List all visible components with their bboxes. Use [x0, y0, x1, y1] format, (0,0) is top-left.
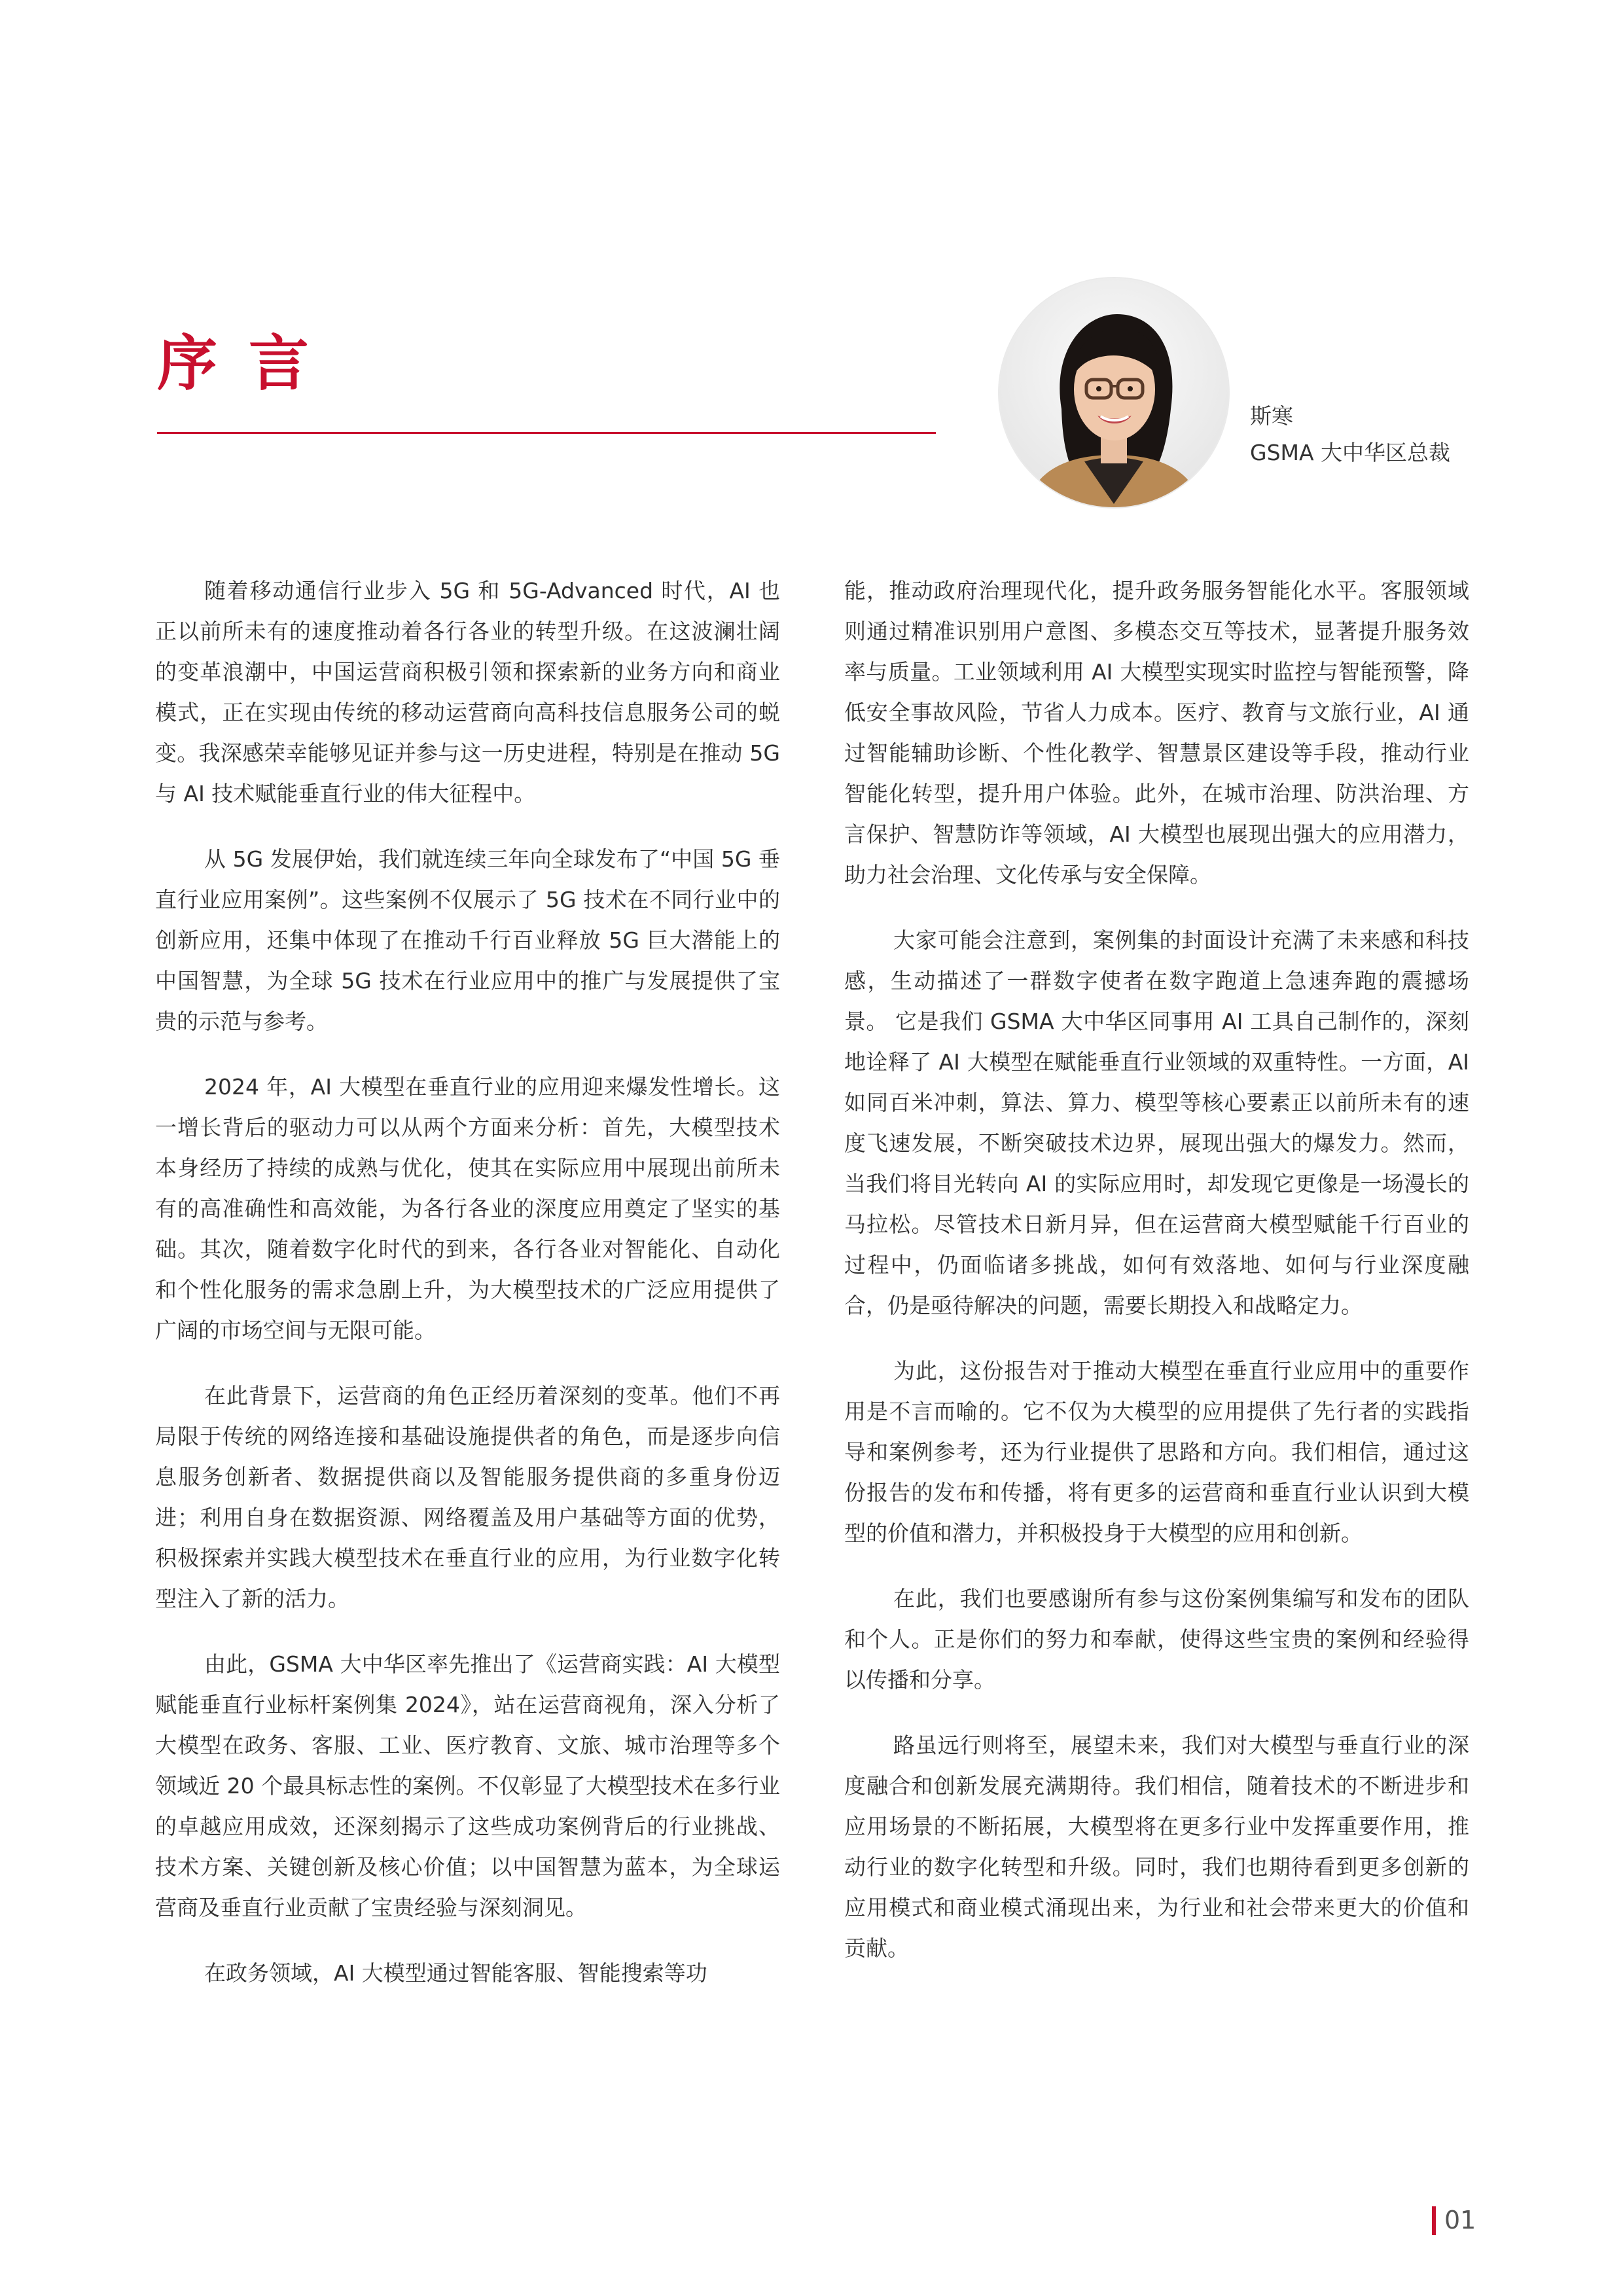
right-column: [844, 571, 1469, 1994]
page-number: [1430, 2206, 1476, 2234]
paragraph: 在此背景下，运营商的角色正经历着深刻的变革。他们不再局限于传统的网络连接和基础设施提供者的角色，而是逐步向信息服务创新者、数据提供商以及智能服务提供商的多重身份迈进；利用自身在数据资源、网络覆盖及用户基础等方面的优势，积极探索并实践大模型技术在垂直行业的应用，为行业数字化转型注入了新的活力。: [155, 1383, 780, 1611]
paragraph: 从 5G 发展伊始，我们就连续三年向全球发布了“中国 5G 垂直行业应用案例”。这些案例不仅展示了 5G 技术在不同行业中的创新应用，还集中体现了在推动千行百业释放 5G 巨大潜能上的中国智慧，为全球 5G 技术在行业应用中的推广与发展提供了宝贵的示范与参考。: [155, 846, 780, 1034]
paragraph: 2024 年，AI 大模型在垂直行业的应用迎来爆发性增长。这一增长背后的驱动力可以从两个方面来分析：首先，大模型技术本身经历了持续的成熟与优化，使其在实际应用中展现出前所未有的高准确性和高效能，为各行各业的深度应用奠定了坚实的基础。其次，随着数字化时代的到来，各行各业对智能化、自动化和个性化服务的需求急剧上升，为大模型技术的广泛应用提供了广阔的市场空间与无限可能。: [155, 1074, 780, 1343]
author-info: [1250, 398, 1450, 471]
page-title: 序言: [157, 329, 341, 399]
paragraph: 由此，GSMA 大中华区率先推出了《运营商实践：AI 大模型赋能垂直行业标杆案例集 2024》，站在运营商视角，深入分析了大模型在政务、客服、工业、医疗教育、文旅、城市治理等多个领域近 20 个最具标志性的案例。不仅彰显了大模型技术在多行业的卓越应用成效，还深刻揭示了这些成功案例背后的行业挑战、技术方案、关键创新及核心价值；以中国智慧为蓝本，为全球运营商及垂直行业贡献了宝贵经验与深刻洞见。: [155, 1651, 780, 1920]
paragraph: 大家可能会注意到，案例集的封面设计充满了未来感和科技感，生动描述了一群数字使者在数字跑道上急速奔跑的震撼场景。 它是我们 GSMA 大中华区同事用 AI 工具自己制作的，深刻地诠释了 AI 大模型在赋能垂直行业领域的双重特性。一方面，AI 如同百米冲刺，算法、算力、模型等核心要素正以前所未有的速度飞速发展，不断突破技术边界，展现出强大的爆发力。然而，当我们将目光转向 AI 的实际应用时，却发现它更像是一场漫长的马拉松。尽管技术日新月异，但在运营商大模型赋能千行百业的过程中，仍面临诸多挑战，如何有效落地、如何与行业深度融合，仍是亟待解决的问题，需要长期投入和战略定力。: [844, 927, 1469, 1318]
author-portrait: [999, 278, 1228, 507]
paragraph: 路虽远行则将至，展望未来，我们对大模型与垂直行业的深度融合和创新发展充满期待。我们相信，随着技术的不断进步和应用场景的不断拓展，大模型将在更多行业中发挥重要作用，推动行业的数字化转型和升级。同时，我们也期待看到更多创新的应用模式和商业模式涌现出来，为行业和社会带来更大的价值和贡献。: [844, 1732, 1469, 1961]
author-position: GSMA 大中华区总裁: [1250, 440, 1451, 465]
paragraph: 随着移动通信行业步入 5G 和 5G-Advanced 时代，AI 也正以前所未有的速度推动着各行各业的转型升级。在这波澜壮阔的变革浪潮中，中国运营商积极引领和探索新的业务方向和商业模式，正在实现由传统的移动运营商向高科技信息服务公司的蜕变。我深感荣幸能够见证并参与这一历史进程，特别是在推动 5G 与 AI 技术赋能垂直行业的伟大征程中。: [155, 578, 780, 806]
page-number-text: 01: [1444, 2206, 1476, 2234]
left-column: [155, 571, 780, 2018]
title-underline: [157, 432, 936, 434]
paragraph: 能，推动政府治理现代化，提升政务服务智能化水平。客服领域则通过精准识别用户意图、多模态交互等技术，显著提升服务效率与质量。工业领域利用 AI 大模型实现实时监控与智能预警，降低安全事故风险，节省人力成本。医疗、教育与文旅行业，AI 通过智能辅助诊断、个性化教学、智慧景区建设等手段，推动行业智能化转型，提升用户体验。此外，在城市治理、防洪治理、方言保护、智慧防诈等领域，AI 大模型也展现出强大的应用潜力，助力社会治理、文化传承与安全保障。: [844, 578, 1469, 888]
paragraph: 为此，这份报告对于推动大模型在垂直行业应用中的重要作用是不言而喻的。它不仅为大模型的应用提供了先行者的实践指导和案例参考，还为行业提供了思路和方向。我们相信，通过这份报告的发布和传播，将有更多的运营商和垂直行业认识到大模型的价值和潜力，并积极投身于大模型的应用和创新。: [844, 1358, 1469, 1546]
paragraph: 在政务领域，AI 大模型通过智能客服、智能搜索等功: [204, 1960, 707, 1986]
author-portrait-photo-icon: [999, 278, 1228, 507]
paragraph: 在此，我们也要感谢所有参与这份案例集编写和发布的团队和个人。正是你们的努力和奉献，使得这些宝贵的案例和经验得以传播和分享。: [844, 1586, 1469, 1693]
author-name: 斯寒: [1250, 403, 1293, 429]
